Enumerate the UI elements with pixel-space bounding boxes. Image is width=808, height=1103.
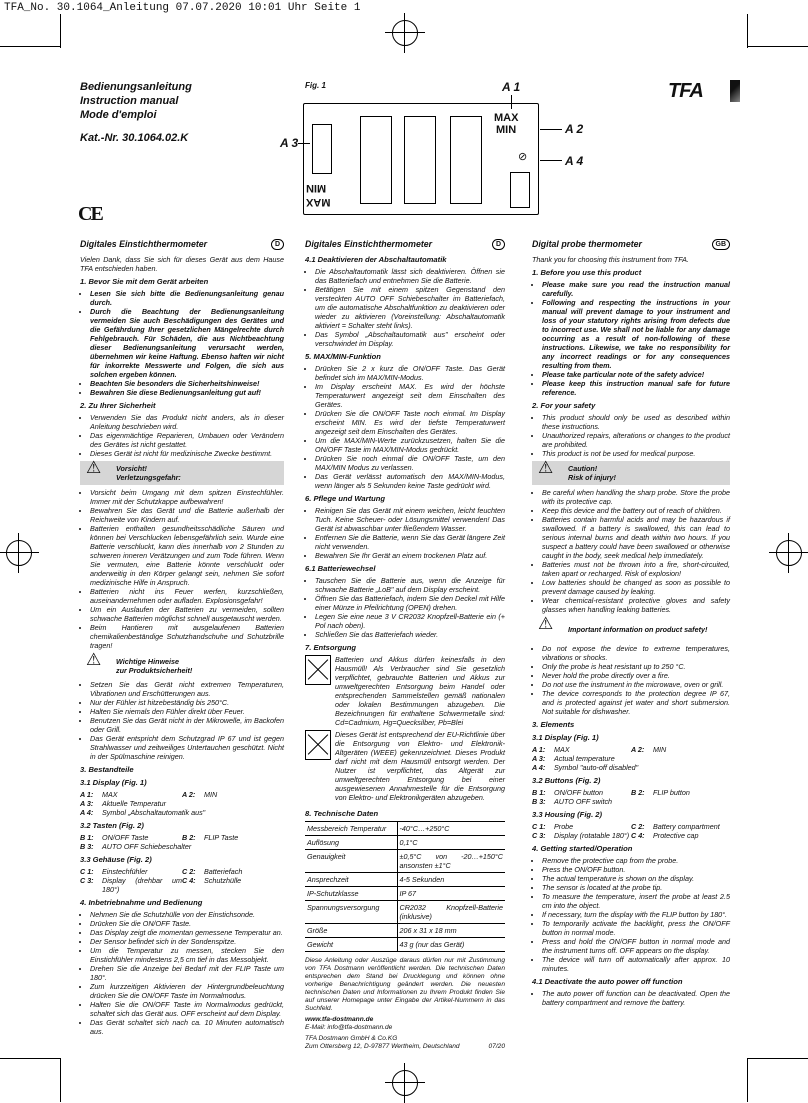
list-item: • Following and respecting the instructions in your manual will prevent damage to your instrument and loss of your statutory rights arising from defects due to incorrect use. We shall not be liable for any damage occurring as a result of non-following of these instructions. Likewise, we take no responsibility for any incorrect readings or for any consequences resulting from them. [542, 298, 730, 370]
list-item: • Press the ON/OFF button. [542, 865, 730, 874]
registration-mark [776, 540, 802, 566]
list-item: • The auto power off function can be deactivated. Open the battery compartment and remove the battery. [542, 989, 730, 1007]
safety-hint-box: ⚠ Important information on product safety! [538, 614, 708, 634]
registration-mark [392, 1070, 418, 1096]
list-item: • The device corresponds to the protection degree IP 67, and is protected against jet water and short submersion. Not suitable for dishwasher. [542, 689, 730, 716]
list-item: • Please keep this instruction manual safe for future reference. [542, 379, 730, 397]
list-item: • Betätigen Sie mit einem spitzen Gegenstand den versteckten AUTO OFF Schiebeschalter im Batteriefach, um die automatische Abschaltfunktion zu deaktivieren oder wieder zu aktivieren (Voreinstellung: Abschaltautomatik aktiviert = Schalter steht links). [315, 285, 505, 330]
section-heading: 6.1 Batteriewechsel [305, 564, 376, 573]
safety-hint-box: ⚠ Wichtige Hinweise zur Produktsicherheit! [86, 650, 193, 675]
lcd-max-flipped: MAX [306, 196, 331, 208]
list-item: • Um die Temperatur zu messen, stecken Sie den Einstichfühler mindestens 2,5 cm tief in das Messobjekt. [90, 946, 284, 964]
list-item: • Durch die Beachtung der Bedienungsanleitung vermeiden Sie auch Beschädigungen des Gerätes und die Gefährdung Ihrer gesetzlichen Mängelrechte durch Fehlgebrauch. Für Schäden, die aus Nichtbeachtung dieser Bedienungsanleitung verursacht werden, übernehmen wir keine Haftung. Ebenso haften wir nicht für inkorrekte Messwerte und Folgen, die sich aus solchen ergeben können. [90, 307, 284, 379]
list-item: • The actual temperature is shown on the display. [542, 874, 730, 883]
lcd-min: MIN [496, 124, 517, 136]
warning-icon: ⚠ [538, 614, 554, 633]
list-item: • Vorsicht beim Umgang mit dem spitzen Einstechfühler. Immer mit der Schutzkappe aufbewahren! [90, 488, 284, 506]
website-link[interactable]: www.tfa-dostmann.de [305, 1016, 374, 1023]
list-item: • Im Display erscheint MAX. Es wird der höchste Temperaturwert angezeigt seit dem Einschalten des Gerätes. [315, 382, 505, 409]
list-item: • Setzen Sie das Gerät nicht extremen Temperaturen, Vibrationen und Erschütterungen aus. [90, 680, 284, 698]
registration-mark [6, 540, 32, 566]
list-item: • Be careful when handling the sharp probe. Store the probe with its protective cap. [542, 488, 730, 506]
section-heading: 1. Bevor Sie mit dem Gerät arbeiten [80, 277, 209, 286]
list-item: • Das eigenmächtige Reparieren, Umbauen oder Verändern des Gerätes ist nicht gestattet. [90, 431, 284, 449]
list-item: • Drehen Sie die Anzeige bei Bedarf mit der FLIP Taste um 180°. [90, 964, 284, 982]
list-item: • Drücken Sie noch einmal die ON/OFF Taste, um den MAX/MIN Modus zu verlassen. [315, 454, 505, 472]
digit-segment [404, 116, 436, 204]
list-item: • Drücken Sie 2 x kurz die ON/OFF Taste. Das Gerät befindet sich im MAX/MIN-Modus. [315, 364, 505, 382]
section-heading: 3.2 Tasten (Fig. 2) [80, 821, 144, 830]
section-heading: 3.3 Housing (Fig. 2) [532, 810, 603, 819]
list-item: • Beachten Sie besonders die Sicherheitshinweise! [90, 379, 284, 388]
list-item: • Please take particular note of the safety advice! [542, 370, 730, 379]
list-item: • Verwenden Sie das Produkt nicht anders, als in dieser Anleitung beschrieben wird. [90, 413, 284, 431]
crop-mark [748, 46, 808, 47]
list-item: • If necessary, turn the display with the FLIP button by 180°. [542, 910, 730, 919]
list-item: • Do not expose the device to extreme temperatures, vibrations or shocks. [542, 644, 730, 662]
list-item: • Nehmen Sie die Schutzhülle von der Einstichsonde. [90, 910, 284, 919]
list-item: • Reinigen Sie das Gerät mit einem weichen, leicht feuchten Tuch. Keine Scheuer- oder Lösungsmittel verwenden! Das Gerät ist abwaschbar unter fließendem Wasser. [315, 506, 505, 533]
list-item: • Drücken Sie die ON/OFF Taste. [90, 919, 284, 928]
label-a2: A 2 [565, 122, 584, 136]
disposal-battery: Batterien und Akkus dürfen keinesfalls in den Hausmüll! Als Verbraucher sind Sie gesetzlich verpflichtet, gebrauchte Batterien und Akkus zur umweltgerechten Entsorgung beim Handel oder entsprechenden Sammelstellen gemäß nationalen oder lokalen Bestimmungen abzugeben. Die Bezeichnungen für enthaltene Schwermetalle sind: Cd=Cadmium, Hg=Quecksilber, Pb=Blei [305, 655, 505, 730]
company-address: Zum Ottersberg 12, D-97877 Wertheim, Deutschland 07/20 [305, 1043, 505, 1050]
list-item: • Batteries contain harmful acids and may be hazardous if swallowed. If a battery is swallowed, this can lead to serious internal burns and death within two hours. If you suspect a battery could have been swallowed or otherwise caught in the body, seek medical help immediately. [542, 515, 730, 560]
list-item: • Legen Sie eine neue 3 V CR2032 Knopfzell-Batterie ein (+ Pol nach oben). [315, 612, 505, 630]
section-heading: 4.1 Deactivate the auto power off function [532, 977, 683, 986]
section-heading: 7. Entsorgung [305, 643, 357, 652]
label-a3: A 3 [280, 136, 299, 150]
list-item: • Please make sure you read the instruction manual carefully. [542, 280, 730, 298]
list-item: • Batteries must not be thrown into a fire, short-circuited, taken apart or recharged. Risk of explosion! [542, 560, 730, 578]
table-row: Größe 206 x 31 x 18 mm [305, 924, 505, 938]
list-item: • Das Gerät verlässt automatisch den MAX/MIN-Modus, wenn länger als 5 Sekunden keine Taste gedrückt wird. [315, 472, 505, 490]
list-item: • This product should only be used as described within these instructions. [542, 413, 730, 431]
list-item: • Dieses Gerät ist nicht für medizinische Zwecke bestimmt. [90, 449, 284, 458]
section-heading: 3.2 Buttons (Fig. 2) [532, 776, 601, 785]
list-item: • Tauschen Sie die Batterie aus, wenn die Anzeige für schwache Batterie „LoB" auf dem Display erscheint. [315, 576, 505, 594]
registration-mark [392, 20, 418, 46]
col2-heading: Digitales Einstichthermometer D [305, 240, 505, 249]
section-heading: 6. Pflege und Wartung [305, 494, 386, 503]
button-elements: B 1: ON/OFF Taste B 2: FLIP Taste B 3: AUTO OFF Schiebeschalter [80, 833, 239, 851]
list-item: • Beim Hantieren mit ausgelaufenen Batterien chemikalienbeständige Schutzhandschuhe und Schutzbrille tragen! [90, 623, 284, 650]
col1-intro: Vielen Dank, dass Sie sich für dieses Gerät aus dem Hause TFA entschieden haben. [80, 255, 284, 273]
list-item: • To temporarily activate the backlight, press the ON/OFF button in normal mode. [542, 919, 730, 937]
tech-data-table [305, 821, 505, 952]
list-item: • Batterien nicht ins Feuer werfen, kurzschließen, auseinandernehmen oder aufladen. Explosionsgefahr! [90, 587, 284, 605]
list-item: • Halten Sie die ON/OFF Taste im Normalmodus gedrückt, schaltet sich das Gerät aus. OFF erscheint auf dem Display. [90, 1000, 284, 1018]
crop-mark [747, 14, 748, 48]
list-item: • The device will turn off automatically after approx. 10 minutes. [542, 955, 730, 973]
list-item: • Keep this device and the battery out of reach of children. [542, 506, 730, 515]
digit-segment [360, 116, 392, 204]
list-item: • Zum kurzzeitigen Aktivieren der Hintergrundbeleuchtung drücken Sie die ON/OFF Taste im Normalmodus. [90, 982, 284, 1000]
email-link[interactable]: E-Mail: info@tfa-dostmann.de [305, 1024, 393, 1031]
lcd-min-flipped: MIN [306, 182, 327, 194]
crossed-bin-icon [305, 655, 331, 685]
column-german-2 [305, 240, 505, 1051]
table-row: Genauigkeit ±0,5°C von -20…+150°C ansonsten ±1°C [305, 850, 505, 873]
display-elements: A 1: MAX A 2: MIN A 3: Aktuelle Temperatur A 4: Symbol „Abschaltautomatik aus" [80, 790, 218, 817]
figure-label: Fig. 1 [305, 81, 326, 90]
list-item: • Das Gerät schaltet sich nach ca. 10 Minuten automatisch aus. [90, 1018, 284, 1036]
list-item: • Die Abschaltautomatik lässt sich deaktivieren. Öffnen sie das Batteriefach und entnehmen Sie die Batterie. [315, 267, 505, 285]
list-item: • This product is not be used for medical purpose. [542, 449, 730, 458]
column-english [532, 240, 730, 1010]
caution-box: ⚠ Vorsicht! Verletzungsgefahr: [80, 461, 284, 485]
list-item: • Um ein Auslaufen der Batterien zu vermeiden, sollten schwache Batterien möglichst schnell ausgetauscht werden. [90, 605, 284, 623]
col3-heading: Digital probe thermometer GB [532, 240, 730, 249]
digit-segment [510, 172, 530, 208]
table-row: IP-Schutzklasse IP 67 [305, 887, 505, 901]
list-item: • Das Display zeigt die momentan gemessene Temperatur an. [90, 928, 284, 937]
crop-mark [0, 46, 60, 47]
section-heading: 2. For your safety [532, 401, 596, 410]
list-item: • Never hold the probe directly over a fire. [542, 671, 730, 680]
digit-segment [450, 116, 482, 204]
crop-mark [60, 1058, 61, 1102]
caution-box: ⚠ Caution! Risk of injury! [532, 461, 730, 485]
section-heading: 3.1 Display (Fig. 1) [532, 733, 599, 742]
list-item: • Lesen Sie sich bitte die Bedienungsanleitung genau durch. [90, 289, 284, 307]
list-item: • Drücken Sie die ON/OFF Taste noch einmal. Im Display erscheint MIN. Es wird der tiefste Temperaturwert angezeigt seit dem Einschalten des Gerätes. [315, 409, 505, 436]
list-item: • Benutzen Sie das Gerät nicht in der Mikrowelle, im Backofen oder Grill. [90, 716, 284, 734]
table-row: Ansprechzeit 4-5 Sekunden [305, 873, 505, 887]
company-name: TFA Dostmann GmbH & Co.KG [305, 1035, 398, 1042]
section-heading: 4. Getting started/Operation [532, 844, 633, 853]
housing-elements: C 1: Einstechfühler C 2: Batteriefach C 3: Display (drehbar um 180°) C 4: Schutzhülle [80, 867, 243, 894]
section-heading: 3.1 Display (Fig. 1) [80, 778, 147, 787]
display-elements: A 1: MAX A 2: MIN A 3: Actual temperature A 4: Symbol "auto-off disabled" [532, 745, 667, 772]
digit-segment [312, 124, 332, 174]
list-item: • Um die MAX/MIN-Werte zurückzusetzen, halten Sie die ON/OFF Taste im MAX/MIN-Modus gedrückt. [315, 436, 505, 454]
disposal-weee: Dieses Gerät ist entsprechend der EU-Richtlinie über die Entsorgung von Elektro- und Elektronik-Altgeräten (WEEE) gekennzeichnet. Dieses Produkt darf nicht mit dem Hausmüll entsorgt werden. Der Nutzer ist verpflichtet, das Altgerät zur umweltgerechten Entsorgung bei einer ausgewiesenen Annahmestelle für die Entsorgung von Elektro- und Elektronikgeräten abzugeben. [305, 730, 505, 805]
section-heading: 3. Elements [532, 720, 575, 729]
list-item: • To measure the temperature, insert the probe at least 2.5 cm into the object. [542, 892, 730, 910]
housing-elements: C 1: Probe C 2: Battery compartment C 3: Display (rotatable 180°) C 4: Protective cap [532, 822, 720, 840]
list-item: • Only the probe is heat resistant up to 250 °C. [542, 662, 730, 671]
list-item: • Wear chemical-resistant protective gloves and safety glasses when handling leaking batteries. [542, 596, 730, 614]
section-heading: 1. Before you use this product [532, 268, 642, 277]
table-row: Auflösung 0,1°C [305, 836, 505, 850]
button-elements: B 1: ON/OFF button B 2: FLIP button B 3: AUTO OFF switch [532, 788, 690, 806]
list-item: • Das Symbol „Abschaltautomatik aus" erscheint oder verschwindet im Display. [315, 330, 505, 348]
section-heading: 3.3 Gehäuse (Fig. 2) [80, 855, 152, 864]
table-row: Messbereich Temperatur -40°C…+250°C [305, 822, 505, 836]
manual-titles [80, 80, 192, 122]
list-item: • Schließen Sie das Batteriefach wieder. [315, 630, 505, 639]
label-a4: A 4 [565, 154, 584, 168]
column-german-1 [80, 240, 284, 1039]
list-item: • Bewahren Sie diese Bedienungsanleitung gut auf! [90, 388, 284, 397]
list-item: • Das Gerät entspricht dem Schutzgrad IP 67 und ist gegen Strahlwasser und zeitweiliges Untertauchen geschützt. Nicht in der Spülmaschine reinigen. [90, 734, 284, 761]
list-item: • Bewahren Sie Ihr Gerät an einem trockenen Platz auf. [315, 551, 505, 560]
list-item: • Do not use the instrument in the microwave, oven or grill. [542, 680, 730, 689]
arrow-a2 [540, 129, 562, 130]
title-en: Instruction manual [80, 95, 179, 107]
warning-icon: ⚠ [86, 650, 102, 669]
list-item: • Unauthorized repairs, alterations or changes to the product are prohibited. [542, 431, 730, 449]
label-a1: A 1 [502, 80, 521, 94]
table-row: Spannungsversorgung CR2032 Knopfzell-Batterie (inklusive) [305, 901, 505, 924]
section-heading: 3. Bestandteile [80, 765, 134, 774]
crop-mark [748, 1058, 808, 1059]
section-heading: 4. Inbetriebnahme und Bedienung [80, 898, 203, 907]
warning-icon: ⚠ [538, 458, 554, 477]
list-item: • Batterien enthalten gesundheitsschädliche Säuren und können bei Verschlucken lebensgefährlich sein. Wurde eine Batterie verschluckt, kann dies innerhalb von 2 Stunden zu schweren inneren Verätzungen und zum Tode führen. Wenn Sie vermuten, eine Batterie könnte verschluckt oder anderweitig in den Körper gelangt sein, nehmen Sie sofort medizinische Hilfe in Anspruch. [90, 524, 284, 587]
auto-off-disabled-icon: ⊘ [518, 151, 528, 163]
col3-intro: Thank you for choosing this instrument from TFA. [532, 255, 689, 264]
tfa-logo: TFA [668, 80, 728, 102]
list-item: • Nur der Fühler ist hitzebeständig bis 250°C. [90, 698, 284, 707]
list-item: • Entfernen Sie die Batterie, wenn Sie das Gerät längere Zeit nicht verwenden. [315, 533, 505, 551]
list-item: • Öffnen Sie das Batteriefach, indem Sie den Deckel mit Hilfe einer Münze in Pfeilrichtung (OPEN) drehen. [315, 594, 505, 612]
title-de: Bedienungsanleitung [80, 81, 192, 93]
lcd-max: MAX [494, 112, 519, 124]
list-item: • Halten Sie niemals den Fühler direkt über Feuer. [90, 707, 284, 716]
crop-mark [747, 1058, 748, 1102]
catalog-number: Kat.-Nr. 30.1064.02.K [80, 132, 189, 144]
section-heading: 2. Zu Ihrer Sicherheit [80, 401, 156, 410]
lcd-display-figure [303, 103, 539, 215]
ce-mark: CE [78, 203, 102, 225]
crossed-bin-icon [305, 730, 331, 760]
list-item: • Remove the protective cap from the probe. [542, 856, 730, 865]
list-item: • Press and hold the ON/OFF button in normal mode and the instrument turns off. OFF appears on the display. [542, 937, 730, 955]
print-header: TFA_No. 30.1064_Anleitung 07.07.2020 10:01 Uhr Seite 1 [4, 2, 361, 14]
crop-mark [0, 1058, 60, 1059]
warning-icon: ⚠ [86, 458, 102, 477]
list-item: • Der Sensor befindet sich in der Sondenspitze. [90, 937, 284, 946]
section-heading: 4.1 Deaktivieren der Abschaltautomatik [305, 255, 447, 264]
list-item: • Low batteries should be changed as soon as possible to prevent damage caused by leaking. [542, 578, 730, 596]
section-heading: 5. MAX/MIN-Funktion [305, 352, 381, 361]
section-heading: 8. Technische Daten [305, 809, 379, 818]
list-item: • Bewahren Sie das Gerät und die Batterie außerhalb der Reichweite von Kindern auf. [90, 506, 284, 524]
legal-notice: Diese Anleitung oder Auszüge daraus dürfen nur mit Zustimmung von TFA Dostmann veröffentlicht werden. Die technischen Daten entsprechen dem Stand bei Drucklegung und können ohne vorherige Benachrichtigung geändert werden. Die neuesten technischen Daten und Informationen zu Ihrem Produkt finden Sie auf unserer Homepage unter Eingabe der Artikel-Nummern in das Suchfeld. [305, 957, 505, 1012]
table-row: Gewicht 43 g (nur das Gerät) [305, 938, 505, 952]
title-fr: Mode d'emploi [80, 109, 157, 121]
arrow-a4 [540, 160, 562, 161]
list-item: • The sensor is located at the probe tip. [542, 883, 730, 892]
crop-mark [60, 14, 61, 48]
col1-heading: Digitales Einstichthermometer D [80, 240, 284, 249]
